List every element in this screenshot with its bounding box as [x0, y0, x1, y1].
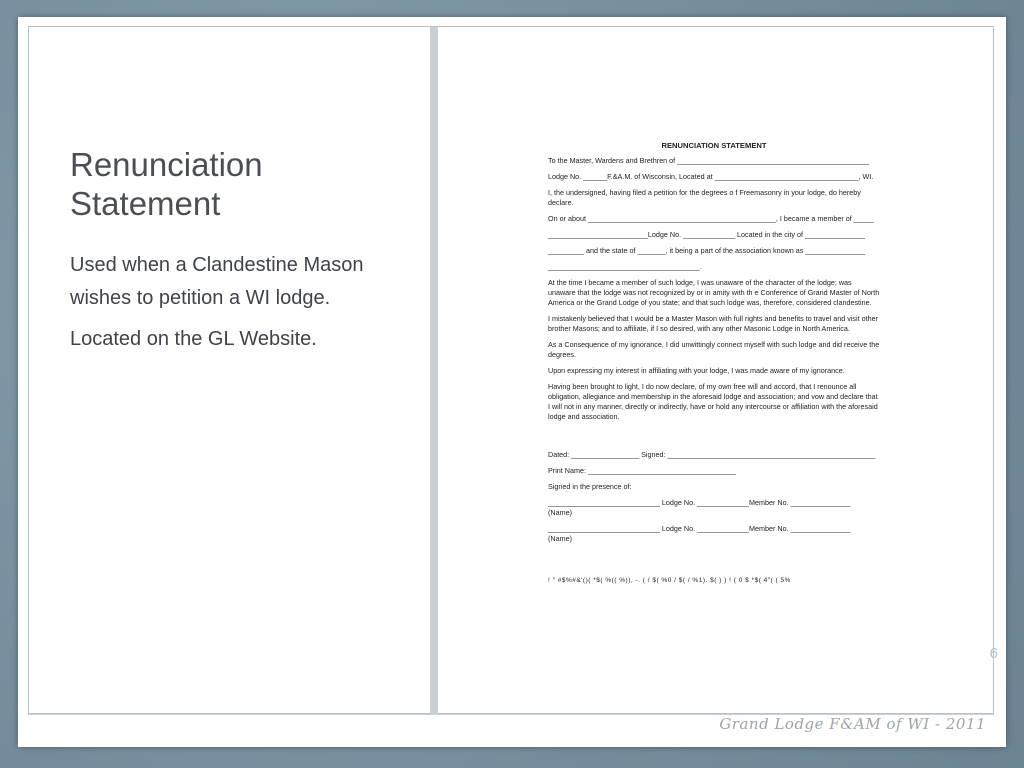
name-label: (Name)	[548, 534, 572, 543]
column-divider	[430, 27, 438, 714]
document-line: On or about _______________________________________________, I became a member of _____	[548, 214, 874, 223]
document-paragraph: Upon expressing my interest in affiliating with your lodge, I was made aware of my ignorance.	[548, 366, 845, 375]
document-paragraph: Having been brought to light, I do now declare, of my own free will and accord, that I renounce all obligation, allegiance and membership in the aforesaid lodge and association; and vow and declare that I will not in any manner, directly or indirectly, have or hold any intercourse or affiliation with the aforesaid lodge and association.	[548, 382, 878, 421]
print-name-line: Print Name: _____________________________________	[548, 466, 736, 475]
witness-line: ____________________________ Lodge No. _____________Member No. _______________	[548, 524, 851, 533]
slide	[18, 17, 1006, 747]
witness-line: ____________________________ Lodge No. _____________Member No. _______________	[548, 498, 851, 507]
slide-title	[70, 145, 410, 223]
name-label: (Name)	[548, 508, 572, 517]
title-line-1: Renunciation	[70, 146, 263, 183]
document-paragraph: As a Consequence of my ignorance, I did unwittingly connect myself with such lodge and did receive the degrees.	[548, 340, 880, 359]
document-line: _________________________Lodge No. _____________ Located in the city of _______________	[548, 230, 865, 239]
bullet-item: Located on the GL Website.	[70, 328, 317, 350]
bullet-list	[70, 249, 400, 364]
document-line: _________ and the state of _______, it being a part of the association known as _______________	[548, 246, 866, 255]
dated-signed-line: Dated: _________________ Signed: ____________________________________________________	[548, 450, 876, 459]
document-paragraph: I mistakenly believed that I would be a Master Mason with full rights and benefits to travel and visit other brother Masons; and to affiliate, if I so desired, with any other Masonic Lodge in North America.	[548, 314, 878, 333]
footer-text: Grand Lodge F&AM of WI - 2011	[719, 715, 986, 733]
document-line: ______________________________________.	[548, 262, 702, 271]
page-number: 6	[989, 645, 998, 662]
presence-line: Signed in the presence of:	[548, 482, 632, 491]
document-line: To the Master, Wardens and Brethren of ________________________________________________	[548, 156, 870, 165]
document-heading: RENUNCIATION STATEMENT	[661, 141, 767, 150]
document-line: I, the undersigned, having filed a petition for the degrees o f Freemasonry in your lodge, do hereby declare.	[548, 188, 861, 207]
document-line: Lodge No. ______F.&A.M. of Wisconsin, Located at ____________________________________, WI.	[548, 172, 874, 181]
bullet-item: Used when a Clandestine Mason wishes to petition a WI lodge.	[70, 254, 364, 309]
document-footer-text: ! " #$%#&'()( *$( %(( %)), -. ( / $( %0 / $( / %1). $( ) ) ! ( 0 $ *$( 4"( ( 5%	[548, 577, 791, 584]
document-paragraph: At the time I became a member of such lodge, I was unaware of the character of the lodge; was unaware that the lodge was not recognized by or in amity with th e Conference of Grand Master of North America or the Grand Lodge of you state; and that such lodge was, therefore, considered clandestine.	[548, 278, 880, 307]
title-line-2: Statement	[70, 185, 221, 222]
renunciation-document-image	[548, 141, 880, 592]
